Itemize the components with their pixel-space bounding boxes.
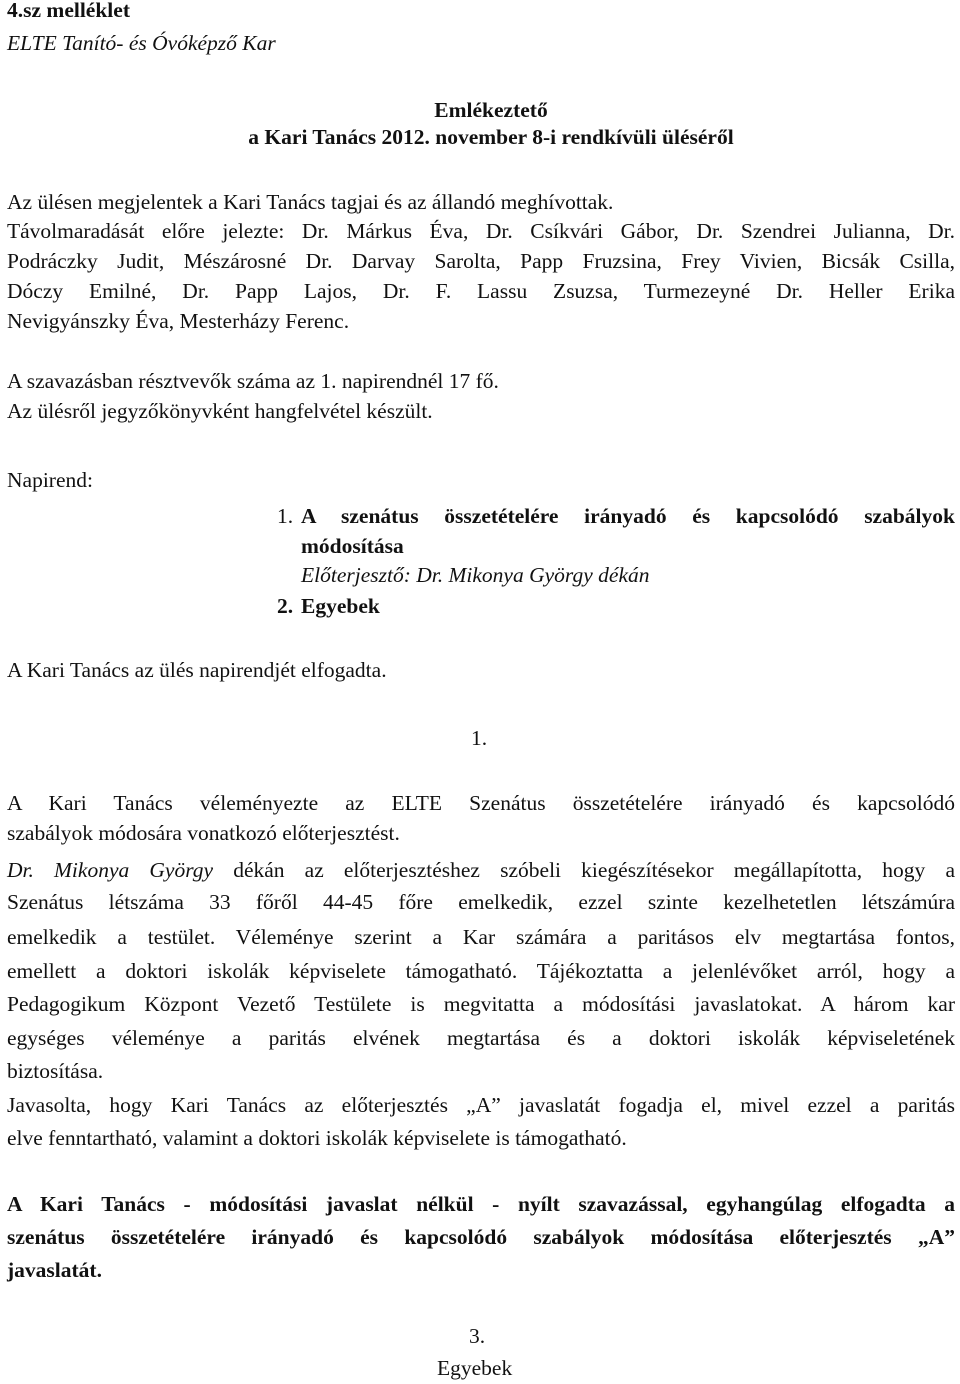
agenda-accepted: A Kari Tanács az ülés napirendjét elfogadta. [7,658,387,682]
voters-count: A szavazásban résztvevők száma az 1. napirendnél 17 fő. [7,369,499,393]
institution-name: ELTE Tanító- és Óvóképző Kar [7,31,276,55]
annex-label: 4.sz melléklet [7,0,130,22]
section-3-title: Egyebek [437,1356,513,1380]
title-line-2: a Kari Tanács 2012. november 8-i rendkívüli üléséről [248,125,734,149]
decision-line-2: szenátus összetételére irányadó és kapcsolódó szabályok módosítása előterjesztés „A” [7,1225,955,1249]
agenda-item-1-number: 1. [277,504,294,528]
agenda-label: Napirend: [7,468,93,492]
section-1-para-2-line-5: Pedagogikum Központ Vezető Testülete is megvitatta a módosítási javaslatokat. A három kar [7,992,955,1016]
agenda-item-2-title: Egyebek [301,594,380,618]
absent-line-3: Dóczy Emilné, Dr. Papp Lajos, Dr. F. Lassu Zsuzsa, Turmezeyné Dr. Heller Erika [7,279,955,303]
section-1-para-2-line-3: emelkedik a testület. Véleménye szerint a Kar számára a paritásos elv megtartása fontos, [7,925,955,949]
decision-line-1: A Kari Tanács - módosítási javaslat nélkül - nyílt szavazással, egyhangúlag elfogadta a [7,1192,955,1216]
agenda-item-2-number: 2. [277,594,294,618]
recording-note: Az ülésről jegyzőkönyvként hangfelvétel készült. [7,399,433,423]
presenter-name: Dr. Mikonya György [7,858,214,882]
present-text: Az ülésen megjelentek a Kari Tanács tagjai és az állandó meghívottak. [7,190,614,214]
section-1-para-2-line-4: emellett a doktori iskolák képviselete támogatható. Tájékoztatta a jelenlévőket arról, hogy a [7,959,955,983]
agenda-item-1-title: A szenátus összetételére irányadó és kapcsolódó szabályok [301,504,955,528]
section-1-para-2-line-7: biztosítása. [7,1059,104,1083]
agenda-item-1-presenter: Előterjesztő: Dr. Mikonya György dékán [301,563,650,587]
section-1-para-3-line-2: elve fenntartható, valamint a doktori iskolák képviselete is támogatható. [7,1126,627,1150]
section-1-para-3-line-1: Javasolta, hogy Kari Tanács az előterjesztés „A” javaslatát fogadja el, mivel ezzel a paritás [7,1093,955,1117]
agenda-item-1-title-cont: módosítása [301,534,404,558]
section-3-number: 3. [469,1324,486,1348]
section-1-para-1-line-1: A Kari Tanács véleményezte az ELTE Szenátus összetételére irányadó és kapcsolódó [7,791,955,815]
section-1-number: 1. [471,726,488,750]
section-1-para-1-line-2: szabályok módosára vonatkozó előterjesztést. [7,821,400,845]
absent-line-1: Távolmaradását előre jelezte: Dr. Márkus Éva, Dr. Csíkvári Gábor, Dr. Szendrei Julianna, Dr. [7,219,955,243]
absent-line-4: Nevigyánszky Éva, Mesterházy Ferenc. [7,309,350,333]
section-1-para-2-line-1: Dr. Mikonya György dékán az előterjesztéshez szóbeli kiegészítésekor megállapította, hogy a [7,858,955,882]
section-1-para-2-line-2: Szenátus létszáma 33 főről 44-45 főre emelkedik, ezzel szinte kezelhetetlen létszámúra [7,890,955,914]
absent-line-2: Podráczky Judit, Mészárosné Dr. Darvay Sarolta, Papp Fruzsina, Frey Vivien, Bicsák Csilla, [7,249,955,273]
section-1-para-2-line-6: egységes véleménye a paritás elvének megtartása és a doktori iskolák képviseletének [7,1026,955,1050]
title-line-1: Emlékeztető [434,98,548,122]
decision-line-3: javaslatát. [7,1258,102,1282]
